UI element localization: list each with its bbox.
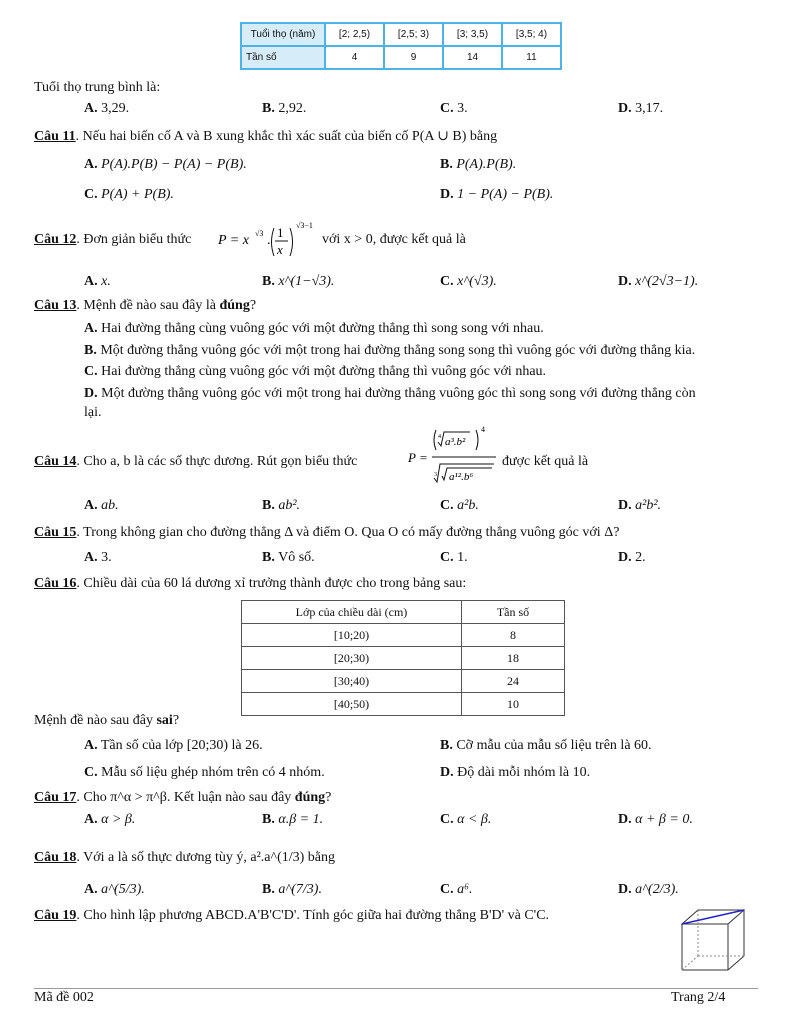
question-number: Câu 13 xyxy=(34,298,77,313)
option-label: A. xyxy=(84,101,98,116)
option-text: α > β. xyxy=(101,812,136,827)
length-table-header: Lớp của chiều dài (cm) xyxy=(242,601,462,624)
q10-option-b[interactable] xyxy=(262,101,306,117)
option-text: x^(1−√3). xyxy=(278,274,335,289)
option-label: A. xyxy=(84,738,98,753)
option-label: D. xyxy=(618,882,632,897)
q12-stem-after: với x > 0, được kết quả là xyxy=(322,232,466,247)
q13-option-a[interactable] xyxy=(84,321,544,337)
q13-option-b[interactable] xyxy=(84,343,695,359)
option-label: B. xyxy=(84,343,97,358)
option-text: a²b². xyxy=(635,498,662,513)
length-table-freq: 10 xyxy=(462,693,565,716)
option-label: D. xyxy=(618,101,632,116)
option-label: B. xyxy=(262,274,275,289)
option-label: A. xyxy=(84,157,98,172)
question-text: . Đơn giản biểu thức xyxy=(76,232,192,247)
option-text: 3. xyxy=(457,101,468,116)
followup-text: Mệnh đề nào sau đây xyxy=(34,713,157,728)
question-text: . Mệnh đề nào sau đây là xyxy=(76,298,220,313)
question-text: . Cho a, b là các số thực dương. Rút gọn biểu thức xyxy=(76,454,358,469)
exam-code: Mã đề 002 xyxy=(34,990,94,1005)
question-text: . Chiều dài của 60 lá dương xỉ trưởng thành được cho trong bảng sau: xyxy=(76,576,467,591)
q11-option-a[interactable] xyxy=(84,157,247,173)
q14-expression xyxy=(408,424,500,495)
option-text: 1. xyxy=(457,550,468,565)
life-table-class: [3; 3,5) xyxy=(443,23,502,46)
option-text: a⁶. xyxy=(457,882,473,897)
option-label: D. xyxy=(84,386,98,401)
question-emphasis: đúng xyxy=(219,298,250,313)
option-text: Vô số. xyxy=(278,550,315,565)
q10-option-c[interactable] xyxy=(440,101,468,117)
q15-option-d[interactable] xyxy=(618,550,646,566)
cube-figure xyxy=(674,904,756,978)
q11-option-c[interactable] xyxy=(84,187,174,203)
q11-option-b[interactable] xyxy=(440,157,516,173)
q17-stem xyxy=(34,790,331,806)
q15-option-a[interactable] xyxy=(84,550,112,566)
question-text: . Cho hình lập phương ABCD.A'B'C'D'. Tính góc giữa hai đường thẳng B'D' và C'C. xyxy=(76,908,550,923)
q16-followup xyxy=(34,713,179,729)
option-text: ab. xyxy=(101,498,119,513)
svg-text:3: 3 xyxy=(434,472,437,478)
question-number: Câu 12 xyxy=(34,232,77,247)
option-text: P(A).P(B). xyxy=(456,157,517,172)
length-table-header: Tần số xyxy=(462,601,565,624)
q13-option-d-continued: lại. xyxy=(84,405,102,420)
option-text: Hai đường thẳng cùng vuông góc với một đường thẳng thì song song với nhau. xyxy=(101,321,544,336)
question-emphasis: đúng xyxy=(294,790,326,805)
option-label: D. xyxy=(440,765,454,780)
q12-expression xyxy=(218,216,318,271)
question-text: . Trong không gian cho đường thẳng Δ và điểm O. Qua O có mấy đường thẳng vuông góc với Δ? xyxy=(76,525,620,540)
option-label: C. xyxy=(440,498,454,513)
life-table-class: [3,5; 4) xyxy=(502,23,561,46)
q12-option-a[interactable] xyxy=(84,274,111,290)
q14-option-a[interactable] xyxy=(84,498,119,514)
question-text-end: ? xyxy=(249,298,257,313)
q14-option-d[interactable] xyxy=(618,498,661,514)
life-table-freq: 9 xyxy=(384,46,443,69)
svg-text:a¹².b⁶: a¹².b⁶ xyxy=(449,471,474,483)
length-table-freq: 18 xyxy=(462,647,565,670)
length-table-freq: 8 xyxy=(462,624,565,647)
option-text: 1 − P(A) − P(B). xyxy=(457,187,554,202)
option-label: B. xyxy=(262,101,275,116)
option-text: a^(2/3). xyxy=(635,882,679,897)
option-text: 3,29. xyxy=(101,101,130,116)
question-text-end: ? xyxy=(325,790,332,805)
q17-option-d[interactable] xyxy=(618,812,693,828)
svg-text:4: 4 xyxy=(438,434,441,440)
q12-formula-graphic xyxy=(218,216,318,266)
question-number: Câu 11 xyxy=(34,129,76,144)
option-label: D. xyxy=(440,187,454,202)
q16-option-d[interactable] xyxy=(440,765,590,781)
option-label: C. xyxy=(440,550,454,565)
option-text: P(A) + P(B). xyxy=(101,187,174,202)
length-table-class: [40;50) xyxy=(242,693,462,716)
q18-stem xyxy=(34,850,335,866)
option-text: x^(√3). xyxy=(457,274,497,289)
q17-option-c[interactable] xyxy=(440,812,491,828)
option-label: A. xyxy=(84,274,98,289)
svg-text:√3−1: √3−1 xyxy=(296,221,313,230)
q18-option-b[interactable] xyxy=(262,882,322,898)
question-number: Câu 15 xyxy=(34,525,77,540)
page-number: Trang 2/4 xyxy=(671,990,726,1005)
q10-option-a[interactable] xyxy=(84,101,129,117)
q14-stem xyxy=(34,454,357,470)
length-table-freq: 24 xyxy=(462,670,565,693)
q16-stem xyxy=(34,576,466,592)
option-label: B. xyxy=(262,812,275,827)
svg-text:√3: √3 xyxy=(255,229,264,238)
q16-option-b[interactable] xyxy=(440,738,652,754)
q16-option-c[interactable] xyxy=(84,765,325,781)
option-text: 2. xyxy=(635,550,646,565)
option-label: B. xyxy=(262,498,275,513)
svg-text:P = x: P = x xyxy=(218,233,249,248)
option-text: 3. xyxy=(101,550,112,565)
q15-option-b[interactable] xyxy=(262,550,315,566)
followup-emphasis: sai xyxy=(156,713,173,728)
option-text: α.β = 1. xyxy=(278,812,324,827)
option-label: C. xyxy=(440,812,454,827)
option-label: D. xyxy=(618,498,632,513)
option-text: a²b. xyxy=(457,498,479,513)
option-text: Một đường thẳng vuông góc với một trong hai đường thẳng vuông góc thì song song với đường thẳng còn xyxy=(101,386,696,401)
life-table-freq: 11 xyxy=(502,46,561,69)
q14-option-c[interactable] xyxy=(440,498,479,514)
question-text: . Với a là số thực dương tùy ý, a².a^(1/3) bằng xyxy=(76,850,336,865)
life-table-freq-label: Tần số xyxy=(241,46,325,69)
q15-option-c[interactable] xyxy=(440,550,468,566)
q15-stem xyxy=(34,525,619,541)
option-text: ab². xyxy=(278,498,301,513)
length-table xyxy=(241,600,565,716)
life-table-class: [2,5; 3) xyxy=(384,23,443,46)
q18-option-c[interactable] xyxy=(440,882,473,898)
q13-option-c[interactable] xyxy=(84,364,546,380)
option-label: A. xyxy=(84,550,98,565)
option-label: D. xyxy=(618,812,632,827)
q18-option-d[interactable] xyxy=(618,882,679,898)
svg-text:P =: P = xyxy=(408,450,428,465)
q14-formula-graphic xyxy=(408,424,500,490)
length-table-class: [30;40) xyxy=(242,670,462,693)
life-table-freq: 4 xyxy=(325,46,384,69)
q17-option-a[interactable] xyxy=(84,812,135,828)
option-label: D. xyxy=(618,550,632,565)
life-table-freq: 14 xyxy=(443,46,502,69)
life-table xyxy=(240,22,562,70)
question-number: Câu 14 xyxy=(34,454,77,469)
question-text: . Nếu hai biến cố A và B xung khắc thì xác suất của biến cố P(A ∪ B) bằng xyxy=(75,129,498,144)
option-text: Mẫu số liệu ghép nhóm trên có 4 nhóm. xyxy=(101,765,325,780)
length-table-class: [10;20) xyxy=(242,624,462,647)
followup-text-end: ? xyxy=(172,713,180,728)
q11-stem xyxy=(34,128,497,145)
svg-text:a³.b²: a³.b² xyxy=(445,436,466,448)
q16-option-a[interactable] xyxy=(84,738,263,754)
option-text: 2,92. xyxy=(278,101,307,116)
question-text: . Cho π^α > π^β. Kết luận nào sau đây xyxy=(76,790,295,805)
option-text: P(A).P(B) − P(A) − P(B). xyxy=(101,157,247,172)
q11-option-d[interactable] xyxy=(440,187,553,203)
svg-text:x: x xyxy=(277,242,283,257)
option-text: Độ dài mỗi nhóm là 10. xyxy=(457,765,591,780)
option-label: C. xyxy=(440,882,454,897)
option-text: x. xyxy=(101,274,111,289)
q14-option-b[interactable] xyxy=(262,498,300,514)
option-text: α < β. xyxy=(457,812,492,827)
option-text: Hai đường thẳng cùng vuông góc với một đường thẳng thì vuông góc với nhau. xyxy=(101,364,547,379)
svg-text:4: 4 xyxy=(481,425,485,434)
option-label: B. xyxy=(440,738,453,753)
option-label: C. xyxy=(440,274,454,289)
option-text: a^(7/3). xyxy=(278,882,322,897)
q13-stem xyxy=(34,298,256,314)
option-text: Tần số của lớp [20;30) là 26. xyxy=(100,738,263,753)
option-label: B. xyxy=(440,157,453,172)
option-label: C. xyxy=(84,765,98,780)
option-label: A. xyxy=(84,498,98,513)
option-label: C. xyxy=(440,101,454,116)
option-label: A. xyxy=(84,812,98,827)
life-table-header-label: Tuổi thọ (năm) xyxy=(241,23,325,46)
svg-text:.: . xyxy=(267,233,271,248)
q18-option-a[interactable] xyxy=(84,882,145,898)
q12-option-b[interactable] xyxy=(262,274,334,290)
q12-option-c[interactable] xyxy=(440,274,497,290)
option-label: A. xyxy=(84,321,98,336)
svg-text:1: 1 xyxy=(277,225,284,240)
length-table-class: [20;30) xyxy=(242,647,462,670)
option-label: C. xyxy=(84,187,98,202)
question-number: Câu 19 xyxy=(34,908,77,923)
q19-stem xyxy=(34,908,549,924)
question-number: Câu 16 xyxy=(34,576,77,591)
q17-option-b[interactable] xyxy=(262,812,323,828)
option-label: C. xyxy=(84,364,98,379)
life-table-class: [2; 2,5) xyxy=(325,23,384,46)
option-text: a^(5/3). xyxy=(101,882,145,897)
q10-prompt: Tuổi thọ trung bình là: xyxy=(34,80,161,95)
option-text: 3,17. xyxy=(635,101,664,116)
option-text: Cỡ mẫu của mẫu số liệu trên là 60. xyxy=(456,738,652,753)
q10-option-d[interactable] xyxy=(618,101,663,117)
option-text: Một đường thẳng vuông góc với một trong hai đường thẳng song song thì vuông góc với đường thẳng kia. xyxy=(100,343,696,358)
q13-option-d[interactable] xyxy=(84,386,696,402)
option-label: B. xyxy=(262,882,275,897)
option-label: A. xyxy=(84,882,98,897)
option-label: D. xyxy=(618,274,632,289)
question-number: Câu 18 xyxy=(34,850,77,865)
option-text: x^(2√3−1). xyxy=(635,274,699,289)
footer-divider xyxy=(34,988,758,989)
q14-stem-after: được kết quả là xyxy=(502,454,589,469)
question-number: Câu 17 xyxy=(34,790,77,805)
option-text: α + β = 0. xyxy=(635,812,693,827)
q12-stem xyxy=(34,232,191,248)
q12-option-d[interactable] xyxy=(618,274,698,290)
option-label: B. xyxy=(262,550,275,565)
